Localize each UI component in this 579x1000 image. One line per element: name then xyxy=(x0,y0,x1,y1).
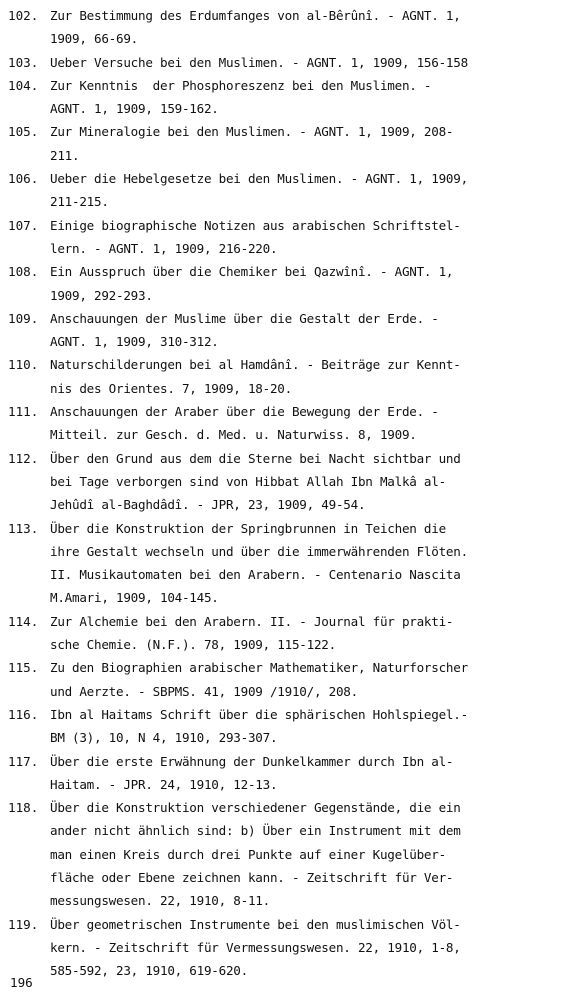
bibliography-entry xyxy=(8,517,576,610)
entry-line: ander nicht ähnlich sind: b) Über ein Instrument mit dem xyxy=(50,823,461,839)
entry-line: Zur Mineralogie bei den Muslimen. - AGNT. 1, 1909, 208- xyxy=(50,124,454,140)
entry-line: AGNT. 1, 1909, 310-312. xyxy=(50,334,219,350)
entry-line: nis des Orientes. 7, 1909, 18-20. xyxy=(50,380,292,396)
entry-line: Über den Grund aus dem die Sterne bei Nacht sichtbar und xyxy=(50,450,461,466)
entry-text xyxy=(50,214,576,261)
entry-number: 119. xyxy=(8,916,39,932)
entry-number: 108. xyxy=(8,264,39,280)
entry-line: Zu den Biographien arabischer Mathematiker, Naturforscher xyxy=(50,660,468,676)
entry-text xyxy=(50,74,576,121)
entry-line: kern. - Zeitschrift für Vermessungswesen. 22, 1910, 1-8, xyxy=(50,939,461,955)
bibliography-entry xyxy=(8,307,576,354)
entry-text xyxy=(50,913,576,983)
entry-text xyxy=(50,167,576,214)
entry-text xyxy=(50,120,576,167)
bibliography-entry xyxy=(8,51,576,74)
entry-line: Anschauungen der Araber über die Bewegung der Erde. - xyxy=(50,404,439,420)
entry-number: 102. xyxy=(8,8,39,23)
bibliography-entry xyxy=(8,750,576,797)
entry-line: 211. xyxy=(50,147,80,163)
entry-line: sche Chemie. (N.F.). 78, 1909, 115-122. xyxy=(50,637,336,653)
bibliography-entry xyxy=(8,703,576,750)
entry-number: 112. xyxy=(8,450,39,466)
entry-line: fläche oder Ebene zeichnen kann. - Zeitschrift für Ver- xyxy=(50,869,454,885)
bibliography-entry xyxy=(8,74,576,121)
entry-line: 585-592, 23, 1910, 619-620. xyxy=(50,963,248,979)
entry-number: 107. xyxy=(8,217,39,233)
entry-line: man einen Kreis durch drei Punkte auf einer Kugelüber- xyxy=(50,846,446,862)
entry-text xyxy=(50,400,576,447)
entry-text xyxy=(50,796,576,912)
entry-number: 115. xyxy=(8,660,39,676)
entry-line: AGNT. 1, 1909, 159-162. xyxy=(50,101,219,117)
entry-line: messungswesen. 22, 1910, 8-11. xyxy=(50,893,270,909)
entry-line: Ueber die Hebelgesetze bei den Muslimen. - AGNT. 1, 1909, xyxy=(50,171,468,187)
entry-number: 117. xyxy=(8,753,39,769)
entry-line: 1909, 66-69. xyxy=(50,31,138,47)
entry-text xyxy=(50,610,576,657)
entry-line: Naturschilderungen bei al Hamdânî. - Beiträge zur Kennt- xyxy=(50,357,461,373)
entry-line: M.Amari, 1909, 104-145. xyxy=(50,590,219,606)
entry-number: 118. xyxy=(8,800,39,816)
bibliography-entry xyxy=(8,120,576,167)
entry-text xyxy=(50,703,576,750)
entry-text xyxy=(50,447,576,517)
entry-text xyxy=(50,307,576,354)
entry-number: 103. xyxy=(8,54,39,70)
entry-line: II. Musikautomaten bei den Arabern. - Centenario Nascita xyxy=(50,567,461,583)
bibliography-entry xyxy=(8,167,576,214)
entry-line: Mitteil. zur Gesch. d. Med. u. Naturwiss. 8, 1909. xyxy=(50,427,417,443)
entry-line: Ein Ausspruch über die Chemiker bei Qazwînî. - AGNT. 1, xyxy=(50,264,454,280)
entry-line: Ibn al Haitams Schrift über die sphärischen Hohlspiegel.- xyxy=(50,706,468,722)
entry-number: 116. xyxy=(8,706,39,722)
entry-line: Über geometrischen Instrumente bei den muslimischen Völ- xyxy=(50,916,461,932)
bibliography-entry xyxy=(8,913,576,983)
bibliography-entry xyxy=(8,656,576,703)
entry-line: 1909, 292-293. xyxy=(50,287,153,303)
entry-text xyxy=(50,353,576,400)
entry-line: Zur Alchemie bei den Arabern. II. - Journal für prakti- xyxy=(50,613,454,629)
page-number: 196 xyxy=(10,975,33,990)
entry-number: 111. xyxy=(8,404,39,420)
bibliography-list xyxy=(8,4,576,982)
entry-line: Zur Bestimmung des Erdumfanges von al-Bêrûnî. - AGNT. 1, xyxy=(50,8,461,23)
bibliography-entry xyxy=(8,796,576,912)
bibliography-entry xyxy=(8,4,576,51)
bibliography-entry xyxy=(8,610,576,657)
bibliography-entry xyxy=(8,400,576,447)
entry-line: 211-215. xyxy=(50,194,109,210)
entry-line: BM (3), 10, N 4, 1910, 293-307. xyxy=(50,730,278,746)
entry-line: bei Tage verborgen sind von Hibbat Allah Ibn Malkâ al- xyxy=(50,473,446,489)
entry-line: Zur Kenntnis der Phosphoreszenz bei den Muslimen. - xyxy=(50,77,432,93)
entry-number: 109. xyxy=(8,310,39,326)
entry-line: Jehûdî al-Baghdâdî. - JPR, 23, 1909, 49-54. xyxy=(50,497,366,513)
entry-line: und Aerzte. - SBPMS. 41, 1909 /1910/, 208. xyxy=(50,683,358,699)
entry-number: 105. xyxy=(8,124,39,140)
entry-number: 113. xyxy=(8,520,39,536)
entry-line: Ueber Versuche bei den Muslimen. - AGNT. 1, 1909, 156-158 xyxy=(50,54,468,70)
bibliography-entry xyxy=(8,353,576,400)
entry-line: Über die erste Erwähnung der Dunkelkammer durch Ibn al- xyxy=(50,753,454,769)
entry-line: ihre Gestalt wechseln und über die immerwährenden Flöten. xyxy=(50,543,468,559)
entry-line: Anschauungen der Muslime über die Gestalt der Erde. - xyxy=(50,310,439,326)
entry-text xyxy=(50,51,576,74)
entry-line: Haitam. - JPR. 24, 1910, 12-13. xyxy=(50,776,278,792)
entry-number: 106. xyxy=(8,171,39,187)
entry-text xyxy=(50,260,576,307)
bibliography-entry xyxy=(8,260,576,307)
bibliography-entry xyxy=(8,214,576,261)
entry-text xyxy=(50,517,576,610)
entry-text xyxy=(50,656,576,703)
entry-number: 104. xyxy=(8,77,39,93)
entry-line: Einige biographische Notizen aus arabischen Schriftstel- xyxy=(50,217,461,233)
bibliography-entry xyxy=(8,447,576,517)
entry-number: 110. xyxy=(8,357,39,373)
entry-text xyxy=(50,4,576,51)
entry-line: Über die Konstruktion verschiedener Gegenstände, die ein xyxy=(50,800,461,816)
entry-number: 114. xyxy=(8,613,39,629)
entry-line: Über die Konstruktion der Springbrunnen in Teichen die xyxy=(50,520,446,536)
entry-line: lern. - AGNT. 1, 1909, 216-220. xyxy=(50,240,278,256)
entry-text xyxy=(50,750,576,797)
